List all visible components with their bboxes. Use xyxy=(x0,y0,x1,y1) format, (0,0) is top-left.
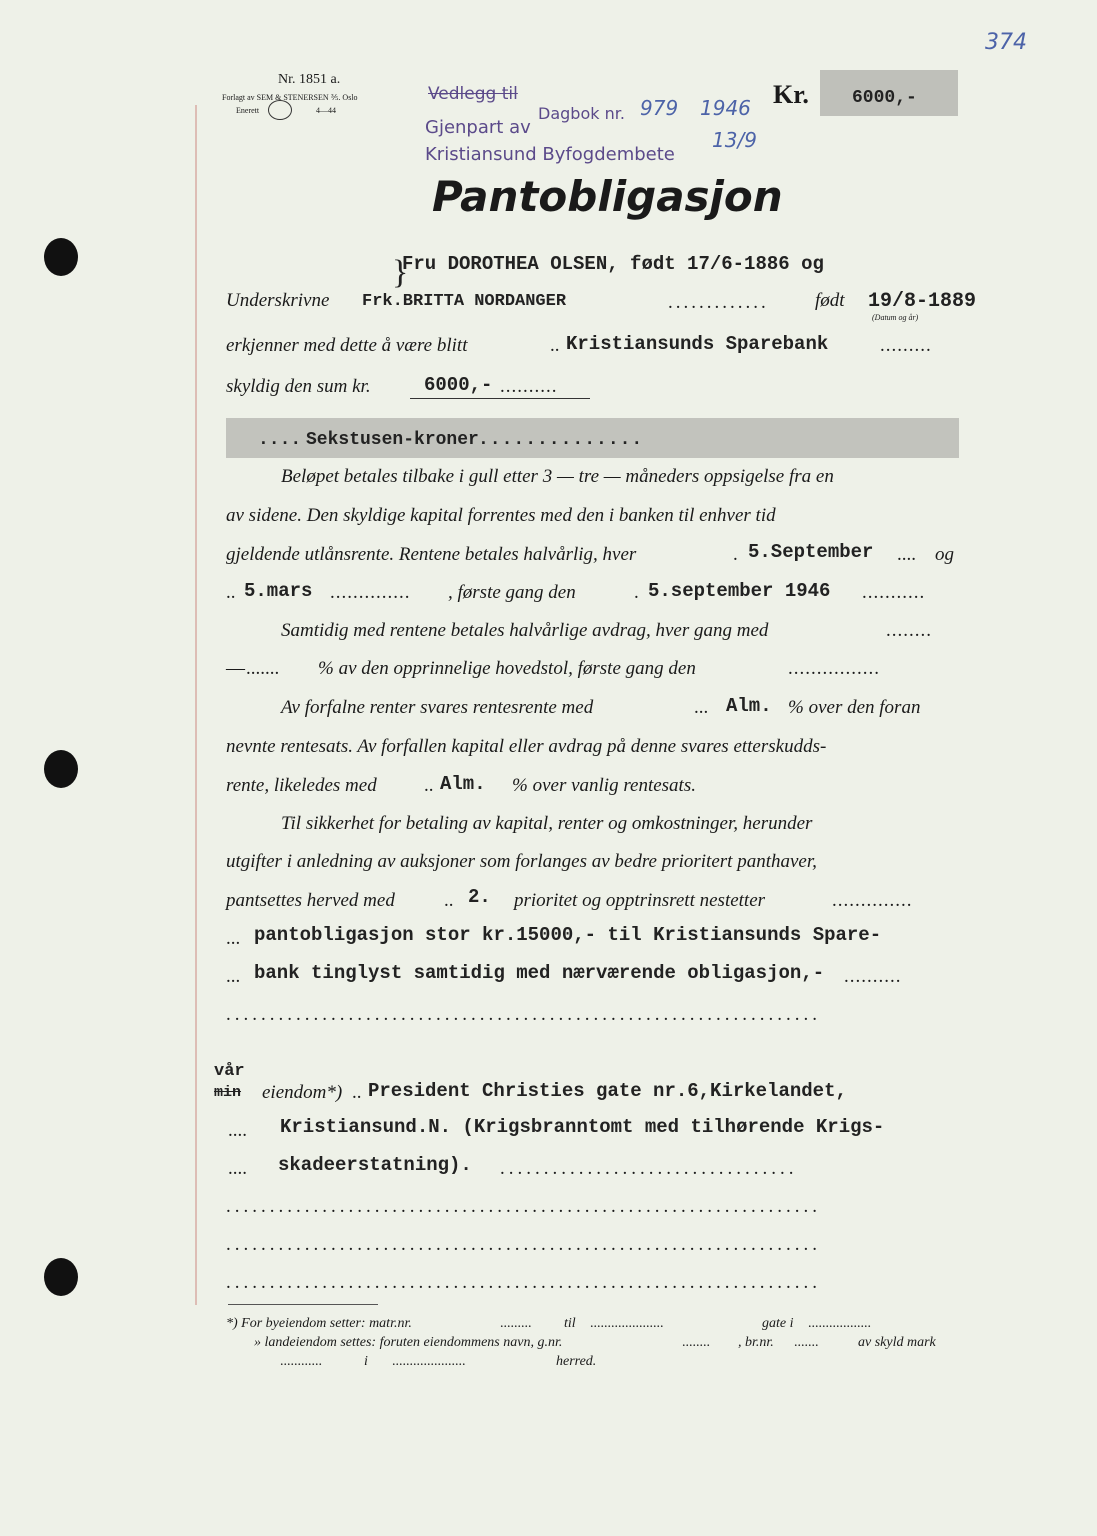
datum-hint: (Datum og år) xyxy=(872,313,919,322)
margin-rule xyxy=(195,105,197,1305)
sum-words-lead: .... xyxy=(258,430,302,450)
prior-lien-line-1: pantobligasjon stor kr.15000,- til Kristiansunds Spare- xyxy=(254,924,882,946)
footnote-line-1-til: til xyxy=(564,1316,576,1331)
dots: .............. xyxy=(330,582,411,603)
dots: ........ xyxy=(886,620,932,641)
p3-line-1-end: % over den foran xyxy=(788,697,921,718)
dots: .. xyxy=(226,582,236,603)
dots: ..................... xyxy=(392,1354,466,1369)
dots: .............. xyxy=(832,890,913,911)
dots: .. xyxy=(352,1082,362,1103)
p4-line-3: pantsettes herved med xyxy=(226,890,395,911)
interest-date-2: 5.mars xyxy=(244,580,313,602)
page-number: 374 xyxy=(985,30,1027,55)
var-word: vår xyxy=(214,1062,245,1081)
eiendom-label: eiendom*) xyxy=(262,1082,343,1103)
interest-date-1: 5.September xyxy=(748,541,874,563)
p4-line-1: Til sikkerhet for betaling av kapital, renter og omkostninger, herunder xyxy=(281,813,813,834)
footnote-line-1-gate: gate i xyxy=(762,1316,794,1331)
stamp-year: 1946 xyxy=(700,96,751,120)
dots: ............ xyxy=(280,1354,322,1369)
dots: ... xyxy=(226,966,241,987)
prior-lien-line-2: bank tinglyst samtidig med nærværende obligasjon,- xyxy=(254,962,825,984)
dots: ......... xyxy=(500,1316,532,1331)
dots: .... xyxy=(897,544,916,565)
dots: ........... xyxy=(862,582,926,603)
p1-line-1: Beløpet betales tilbake i gull etter 3 — tre — måneders oppsigelse fra en xyxy=(281,466,834,487)
p3-line-3: rente, likeledes med xyxy=(226,775,377,796)
dots: .... xyxy=(228,1158,247,1179)
dots: ....... xyxy=(794,1335,819,1350)
skyldig-label: skyldig den sum kr. xyxy=(226,376,371,397)
dots: ... xyxy=(226,928,241,949)
p1-line-3: gjeldende utlånsrente. Rentene betales halvårlig, hver xyxy=(226,544,637,565)
p1-line-4: , første gang den xyxy=(448,582,576,603)
blank-dotted-line-1: .................................................................... xyxy=(226,1004,821,1025)
footnote-separator xyxy=(228,1304,378,1305)
debtor-line-dots: ............. xyxy=(668,292,769,313)
p3-line-2: nevnte rentesats. Av forfallen kapital eller avdrag på denne svares etterskudds- xyxy=(226,736,827,757)
dots: . xyxy=(733,544,738,565)
blank-dotted-line-2: .................................................................... xyxy=(226,1196,821,1217)
dots: .. xyxy=(550,335,560,356)
form-number: Nr. 1851 a. xyxy=(278,72,341,87)
punch-hole-top xyxy=(44,238,78,276)
p2-line-1: Samtidig med rentene betales halvårlige avdrag, hver gang med xyxy=(281,620,769,641)
fodt-value: 19/8-1889 xyxy=(868,290,977,313)
dots: ......... xyxy=(880,335,932,356)
first-interest-date: 5.september 1946 xyxy=(648,580,831,602)
debtor-line-1: Fru DOROTHEA OLSEN, født 17/6-1886 og xyxy=(402,253,824,275)
amount-box-value: 6000,- xyxy=(852,88,917,108)
dots: .................. xyxy=(808,1316,871,1331)
dots: .. xyxy=(444,890,454,911)
sum-words: Sekstusen-kroner xyxy=(306,430,479,450)
dots: .......... xyxy=(844,966,902,987)
amount-label: Kr. xyxy=(773,80,809,109)
overdue-rate: Alm. xyxy=(726,695,772,717)
fodt-label: født xyxy=(815,290,845,311)
publisher-line: Forlagt av SEM & STENERSEN ⅗. Oslo xyxy=(222,93,358,102)
dots: ........ xyxy=(682,1335,710,1350)
p2-line-2: % av den opprinnelige hovedstol, første gang den xyxy=(318,658,696,679)
debtor-brace: } xyxy=(392,254,409,291)
property-line-1: President Christies gate nr.6,Kirkelandet, xyxy=(368,1080,847,1102)
stamp-dagbok-number: 979 xyxy=(640,96,679,120)
blank-dotted-line-3: .................................................................... xyxy=(226,1234,821,1255)
min-word: min xyxy=(214,1084,242,1101)
dots: .............. xyxy=(478,430,644,450)
p3-line-3-end: % over vanlig rentesats. xyxy=(512,775,696,796)
footnote-line-2-brnr: , br.nr. xyxy=(738,1335,774,1350)
footnote-line-2: » landeiendom settes: foruten eiendommens navn, g.nr. xyxy=(254,1335,563,1350)
stamp-office: Kristiansund Byfogdembete xyxy=(425,144,675,165)
erkjenner-label: erkjenner med dette å være blitt xyxy=(226,335,468,356)
punch-hole-bottom xyxy=(44,1258,78,1296)
footnote-line-3-herred: herred. xyxy=(556,1354,597,1369)
dots: ... xyxy=(694,697,709,718)
dots: . xyxy=(634,582,639,603)
stamp-vedlegg: Vedlegg til xyxy=(428,84,518,104)
sum-value: 6000,- xyxy=(424,374,493,396)
punch-hole-middle xyxy=(44,750,78,788)
document-title: Pantobligasjon xyxy=(432,172,783,221)
debtor-line-2: Frk.BRITTA NORDANGER xyxy=(362,292,567,311)
sum-underline xyxy=(410,398,590,399)
p3-line-1: Av forfalne renter svares rentesrente med xyxy=(281,697,594,718)
dots: .. xyxy=(424,775,434,796)
publisher-date: 4—44 xyxy=(316,106,336,115)
dots: .................................. xyxy=(500,1158,798,1179)
p1-line-2: av sidene. Den skyldige kapital forrentes med den i banken til enhver tid xyxy=(226,505,776,526)
footnote-line-3-i: i xyxy=(364,1354,368,1369)
blank-dotted-line-4: .................................................................... xyxy=(226,1272,821,1293)
stamp-dagbok-label: Dagbok nr. xyxy=(538,104,625,123)
dots: ................ xyxy=(788,658,880,679)
priority-number: 2. xyxy=(468,886,491,908)
p1-line-3-og: og xyxy=(935,544,954,565)
footnote-line-1: *) For byeiendom setter: matr.nr. xyxy=(226,1316,412,1331)
publisher-eneret: Enerett xyxy=(236,106,260,115)
dots: .... xyxy=(228,1120,247,1141)
p4-line-2: utgifter i anledning av auksjoner som forlanges av bedre prioritert panthaver, xyxy=(226,851,817,872)
p4-line-3-end: prioritet og opptrinsrett nestetter xyxy=(514,890,766,911)
p2-dash: — xyxy=(226,658,245,679)
footnote-line-2-skyld: av skyld mark xyxy=(858,1335,936,1350)
underskrivne-label: Underskrivne xyxy=(226,290,330,311)
stamp-date-fraction: 13/9 xyxy=(712,128,757,152)
publisher-logo xyxy=(268,100,292,120)
late-capital-rate: Alm. xyxy=(440,773,486,795)
creditor-name: Kristiansunds Sparebank xyxy=(566,333,829,355)
property-line-2: Kristiansund.N. (Krigsbranntomt med tilhørende Krigs- xyxy=(280,1116,885,1138)
dots: ....... xyxy=(246,658,280,679)
property-line-3: skadeerstatning). xyxy=(278,1154,472,1176)
dots: .......... xyxy=(500,376,558,397)
stamp-gjenpart: Gjenpart av xyxy=(425,117,531,138)
dots: ..................... xyxy=(590,1316,664,1331)
